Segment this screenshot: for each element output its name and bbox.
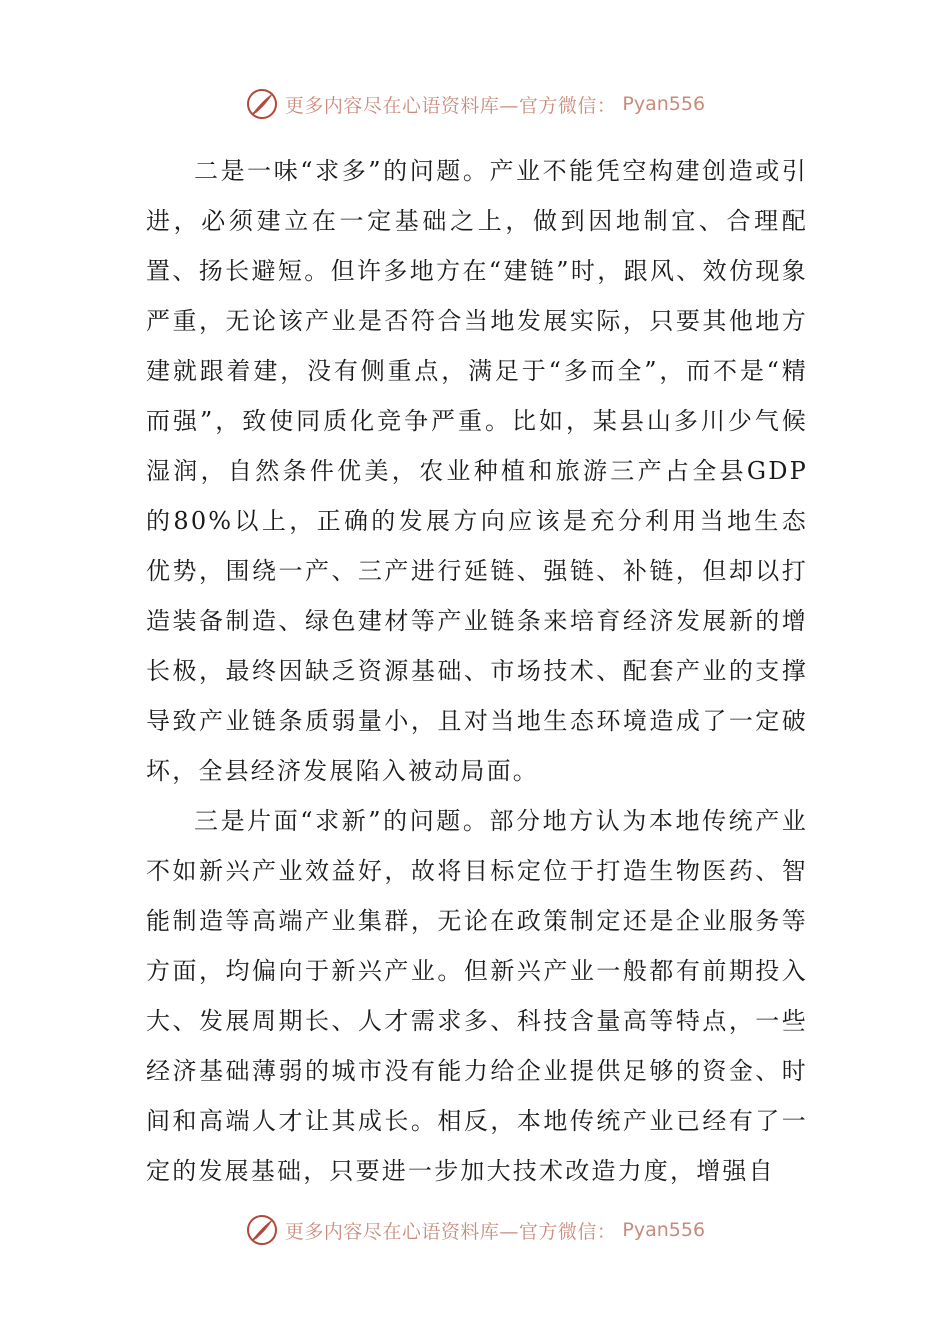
watermark-wechat-id: Pyan556	[622, 93, 706, 115]
paragraph-1: 二是一味“求多”的问题。产业不能凭空构建创造或引进，必须建立在一定基础之上，做到因地制宜、合理配置、扬长避短。但许多地方在“建链”时，跟风、效仿现象严重，无论该产业是否符合当地发展实际，只要其他地方建就跟着建，没有侧重点，满足于“多而全”，而不是“精而强”，致使同质化竞争严重。比如，某县山多川少气候湿润，自然条件优美，农业种植和旅游三产占全县GDP的80%以上，正确的发展方向应该是充分利用当地生态优势，围绕一产、三产进行延链、强链、补链，但却以打造装备制造、绿色建材等产业链条来培育经济发展新的增长极，最终因缺乏资源基础、市场技术、配套产业的支撑导致产业链条质弱量小，且对当地生态环境造成了一定破坏，全县经济发展陷入被动局面。	[146, 157, 808, 785]
watermark-footer	[0, 1210, 950, 1250]
watermark-header	[0, 84, 950, 124]
watermark-text: 更多内容尽在心语资料库—官方微信：	[284, 94, 617, 117]
document-body	[146, 146, 808, 1196]
watermark-wechat-id: Pyan556	[622, 1219, 706, 1241]
quill-logo-icon	[245, 87, 279, 121]
paragraph-2: 三是片面“求新”的问题。部分地方认为本地传统产业不如新兴产业效益好，故将目标定位于打造生物医药、智能制造等高端产业集群，无论在政策制定还是企业服务等方面，均偏向于新兴产业。但新兴产业一般都有前期投入大、发展周期长、人才需求多、科技含量高等特点，一些经济基础薄弱的城市没有能力给企业提供足够的资金、时间和高端人才让其成长。相反，本地传统产业已经有了一定的发展基础，只要进一步加大技术改造力度，增强自	[146, 807, 808, 1185]
watermark-text: 更多内容尽在心语资料库—官方微信：	[284, 1220, 617, 1243]
quill-logo-icon	[245, 1213, 279, 1247]
